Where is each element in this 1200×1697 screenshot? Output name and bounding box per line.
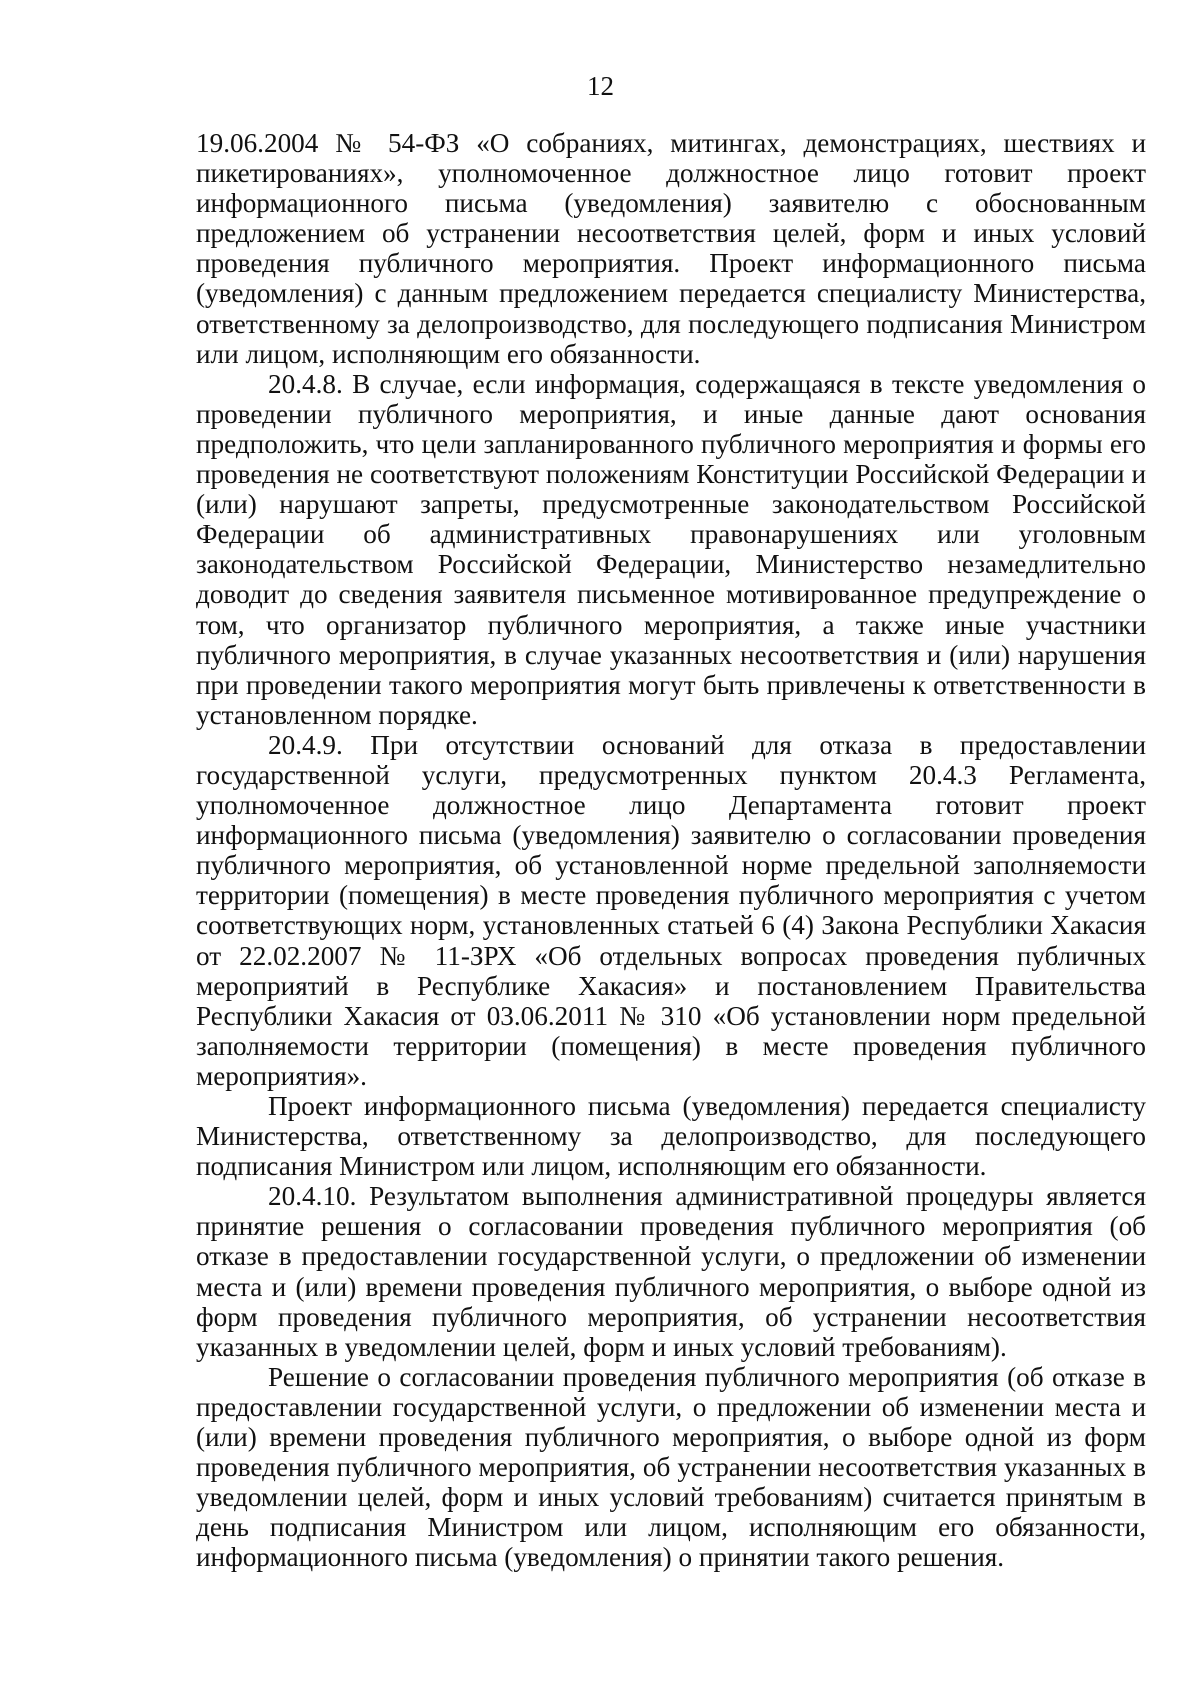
paragraph-20-4-8: 20.4.8. В случае, если информация, содержащаяся в тексте уведомления о проведении публичного мероприятия, и иные данные дают основания предположить, что цели запланированного публичного мероприятия и формы его проведения не соответствуют положениям Конституции Российской Федерации и (или) нарушают запреты, предусмотренные законодательством Российской Федерации об административных правонарушениях или уголовным законодательством Российской Федерации, Министерство незамедлительно доводит до сведения заявителя письменное мотивированное предупреждение о том, что организатор публичного мероприятия, а также иные участники публичного мероприятия, в случае указанных несоответствия и (или) нарушения при проведении такого мероприятия могут быть привлечены к ответственности в установленном порядке. — [196, 368, 1146, 730]
paragraph-decision: Решение о согласовании проведения публичного мероприятия (об отказе в предоставлении государственной услуги, о предложении об изменении места и (или) времени проведения публичного мероприятия, о выборе одной из форм проведения публичного мероприятия, об устранении несоответствия указанных в уведомлении целей, форм и иных условий требованиям) считается принятым в день подписания Министром или лицом, исполняющим его обязанности, информационного письма (уведомления) о принятии такого решения. — [196, 1361, 1146, 1573]
paragraph-project-transfer: Проект информационного письма (уведомления) передается специалисту Министерства, ответственному за делопроизводство, для последующего подписания Министром или лицом, исполняющим его обязанности. — [196, 1091, 1146, 1182]
document-body — [196, 128, 1146, 1573]
page-number: 12 — [587, 71, 614, 101]
paragraph-20-4-9: 20.4.9. При отсутствии оснований для отказа в предоставлении государственной услуги, предусмотренных пунктом 20.4.3 Регламента, уполномоченное должностное лицо Департамента готовит проект информационного письма (уведомления) заявителю о согласовании проведения публичного мероприятия, об установленной норме предельной заполняемости территории (помещения) в месте проведения публичного мероприятия с учетом соответствующих норм, установленных статьей 6 (4) Закона Республики Хакасия от 22.02.2007 № 11-ЗРХ «Об отдельных вопросах проведения публичных мероприятий в Республике Хакасия» и постановлением Правительства Республики Хакасия от 03.06.2011 № 310 «Об установлении норм предельной заполняемости территории (помещения) в месте проведения публичного мероприятия». — [196, 729, 1146, 1091]
paragraph-continuation: 19.06.2004 № 54-ФЗ «О собраниях, митингах, демонстрациях, шествиях и пикетированиях», уполномоченное должностное лицо готовит проект информационного письма (уведомления) заявителю с обоснованным предложением об устранении несоответствия целей, форм и иных условий проведения публичного мероприятия. Проект информационного письма (уведомления) с данным предложением передается специалисту Министерства, ответственному за делопроизводство, для последующего подписания Министром или лицом, исполняющим его обязанности. — [196, 128, 1146, 369]
paragraph-20-4-10: 20.4.10. Результатом выполнения административной процедуры является принятие решения о согласовании проведения публичного мероприятия (об отказе в предоставлении государственной услуги, о предложении об изменении места и (или) времени проведения публичного мероприятия, о выборе одной из форм проведения публичного мероприятия, об устранении несоответствия указанных в уведомлении целей, форм и иных условий требованиям). — [196, 1181, 1146, 1362]
